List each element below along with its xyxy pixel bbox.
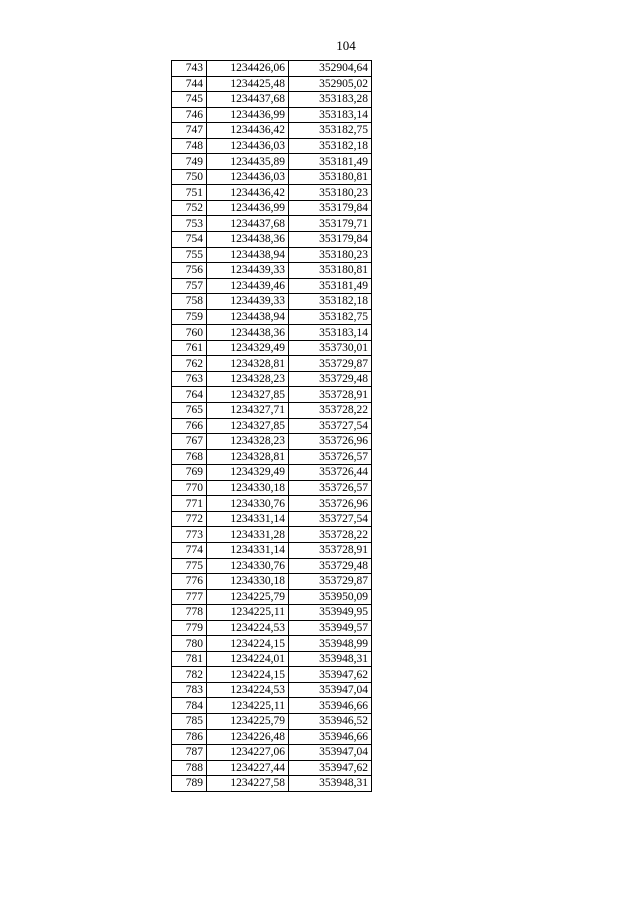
point-number-cell: 769	[172, 465, 207, 481]
table-row	[172, 61, 372, 77]
y-coordinate-cell: 353948,99	[289, 636, 372, 652]
y-coordinate-cell: 352905,02	[289, 76, 372, 92]
y-coordinate-cell: 353181,49	[289, 154, 372, 170]
y-coordinate-cell: 353180,23	[289, 185, 372, 201]
table-row	[172, 123, 372, 139]
point-number-cell: 774	[172, 542, 207, 558]
point-number-cell: 789	[172, 776, 207, 792]
y-coordinate-cell: 353950,09	[289, 589, 372, 605]
x-coordinate-cell: 1234224,15	[207, 636, 289, 652]
table-row	[172, 309, 372, 325]
x-coordinate-cell: 1234328,81	[207, 449, 289, 465]
table-row	[172, 465, 372, 481]
table-row	[172, 449, 372, 465]
y-coordinate-cell: 353728,22	[289, 403, 372, 419]
table-row	[172, 169, 372, 185]
point-number-cell: 783	[172, 682, 207, 698]
point-number-cell: 752	[172, 200, 207, 216]
table-row	[172, 636, 372, 652]
point-number-cell: 772	[172, 511, 207, 527]
x-coordinate-cell: 1234224,53	[207, 682, 289, 698]
point-number-cell: 745	[172, 92, 207, 108]
point-number-cell: 749	[172, 154, 207, 170]
point-number-cell: 758	[172, 294, 207, 310]
table-row	[172, 682, 372, 698]
y-coordinate-cell: 353182,75	[289, 123, 372, 139]
point-number-cell: 766	[172, 418, 207, 434]
x-coordinate-cell: 1234329,49	[207, 465, 289, 481]
x-coordinate-cell: 1234328,23	[207, 371, 289, 387]
point-number-cell: 768	[172, 449, 207, 465]
y-coordinate-cell: 353179,84	[289, 200, 372, 216]
table-row	[172, 434, 372, 450]
coordinates-table-body	[172, 61, 372, 792]
table-row	[172, 216, 372, 232]
point-number-cell: 785	[172, 713, 207, 729]
y-coordinate-cell: 353726,96	[289, 496, 372, 512]
point-number-cell: 755	[172, 247, 207, 263]
table-row	[172, 107, 372, 123]
x-coordinate-cell: 1234436,42	[207, 123, 289, 139]
table-row	[172, 527, 372, 543]
x-coordinate-cell: 1234439,33	[207, 263, 289, 279]
point-number-cell: 753	[172, 216, 207, 232]
table-row	[172, 92, 372, 108]
point-number-cell: 760	[172, 325, 207, 341]
point-number-cell: 762	[172, 356, 207, 372]
table-row	[172, 542, 372, 558]
point-number-cell: 775	[172, 558, 207, 574]
y-coordinate-cell: 353183,28	[289, 92, 372, 108]
table-row	[172, 138, 372, 154]
y-coordinate-cell: 353180,81	[289, 169, 372, 185]
y-coordinate-cell: 353947,04	[289, 745, 372, 761]
x-coordinate-cell: 1234224,01	[207, 651, 289, 667]
x-coordinate-cell: 1234225,79	[207, 713, 289, 729]
x-coordinate-cell: 1234439,46	[207, 278, 289, 294]
point-number-cell: 787	[172, 745, 207, 761]
point-number-cell: 744	[172, 76, 207, 92]
table-row	[172, 558, 372, 574]
x-coordinate-cell: 1234225,11	[207, 698, 289, 714]
y-coordinate-cell: 353729,48	[289, 371, 372, 387]
table-row	[172, 340, 372, 356]
y-coordinate-cell: 353727,54	[289, 511, 372, 527]
point-number-cell: 784	[172, 698, 207, 714]
table-row	[172, 387, 372, 403]
table-row	[172, 713, 372, 729]
x-coordinate-cell: 1234331,14	[207, 511, 289, 527]
table-row	[172, 574, 372, 590]
point-number-cell: 761	[172, 340, 207, 356]
y-coordinate-cell: 353728,91	[289, 387, 372, 403]
table-row	[172, 154, 372, 170]
x-coordinate-cell: 1234438,94	[207, 309, 289, 325]
x-coordinate-cell: 1234327,71	[207, 403, 289, 419]
y-coordinate-cell: 353183,14	[289, 325, 372, 341]
y-coordinate-cell: 353729,87	[289, 356, 372, 372]
y-coordinate-cell: 353949,57	[289, 620, 372, 636]
x-coordinate-cell: 1234436,99	[207, 200, 289, 216]
y-coordinate-cell: 353180,23	[289, 247, 372, 263]
x-coordinate-cell: 1234328,23	[207, 434, 289, 450]
x-coordinate-cell: 1234330,18	[207, 480, 289, 496]
table-row	[172, 496, 372, 512]
point-number-cell: 770	[172, 480, 207, 496]
y-coordinate-cell: 353726,57	[289, 449, 372, 465]
y-coordinate-cell: 353947,04	[289, 682, 372, 698]
y-coordinate-cell: 353947,62	[289, 667, 372, 683]
point-number-cell: 754	[172, 232, 207, 248]
table-row	[172, 745, 372, 761]
y-coordinate-cell: 353726,44	[289, 465, 372, 481]
x-coordinate-cell: 1234437,68	[207, 92, 289, 108]
table-row	[172, 294, 372, 310]
table-row	[172, 620, 372, 636]
table-row	[172, 325, 372, 341]
x-coordinate-cell: 1234330,76	[207, 496, 289, 512]
y-coordinate-cell: 353948,31	[289, 776, 372, 792]
y-coordinate-cell: 353948,31	[289, 651, 372, 667]
x-coordinate-cell: 1234436,99	[207, 107, 289, 123]
table-row	[172, 247, 372, 263]
y-coordinate-cell: 352904,64	[289, 61, 372, 77]
x-coordinate-cell: 1234224,15	[207, 667, 289, 683]
point-number-cell: 750	[172, 169, 207, 185]
point-number-cell: 777	[172, 589, 207, 605]
y-coordinate-cell: 353730,01	[289, 340, 372, 356]
point-number-cell: 780	[172, 636, 207, 652]
point-number-cell: 756	[172, 263, 207, 279]
table-row	[172, 589, 372, 605]
table-row	[172, 729, 372, 745]
table-row	[172, 185, 372, 201]
x-coordinate-cell: 1234438,36	[207, 325, 289, 341]
x-coordinate-cell: 1234425,48	[207, 76, 289, 92]
x-coordinate-cell: 1234435,89	[207, 154, 289, 170]
y-coordinate-cell: 353946,52	[289, 713, 372, 729]
y-coordinate-cell: 353946,66	[289, 729, 372, 745]
table-row	[172, 651, 372, 667]
table-row	[172, 418, 372, 434]
y-coordinate-cell: 353183,14	[289, 107, 372, 123]
x-coordinate-cell: 1234327,85	[207, 418, 289, 434]
table-row	[172, 776, 372, 792]
point-number-cell: 781	[172, 651, 207, 667]
x-coordinate-cell: 1234227,44	[207, 760, 289, 776]
x-coordinate-cell: 1234225,11	[207, 605, 289, 621]
y-coordinate-cell: 353946,66	[289, 698, 372, 714]
x-coordinate-cell: 1234439,33	[207, 294, 289, 310]
y-coordinate-cell: 353182,75	[289, 309, 372, 325]
x-coordinate-cell: 1234226,48	[207, 729, 289, 745]
y-coordinate-cell: 353728,22	[289, 527, 372, 543]
table-row	[172, 403, 372, 419]
x-coordinate-cell: 1234437,68	[207, 216, 289, 232]
y-coordinate-cell: 353727,54	[289, 418, 372, 434]
y-coordinate-cell: 353949,95	[289, 605, 372, 621]
point-number-cell: 757	[172, 278, 207, 294]
y-coordinate-cell: 353182,18	[289, 138, 372, 154]
x-coordinate-cell: 1234426,06	[207, 61, 289, 77]
x-coordinate-cell: 1234328,81	[207, 356, 289, 372]
y-coordinate-cell: 353181,49	[289, 278, 372, 294]
y-coordinate-cell: 353182,18	[289, 294, 372, 310]
x-coordinate-cell: 1234329,49	[207, 340, 289, 356]
x-coordinate-cell: 1234438,94	[207, 247, 289, 263]
point-number-cell: 786	[172, 729, 207, 745]
point-number-cell: 751	[172, 185, 207, 201]
point-number-cell: 782	[172, 667, 207, 683]
point-number-cell: 776	[172, 574, 207, 590]
x-coordinate-cell: 1234225,79	[207, 589, 289, 605]
x-coordinate-cell: 1234330,76	[207, 558, 289, 574]
table-row	[172, 698, 372, 714]
table-row	[172, 232, 372, 248]
point-number-cell: 759	[172, 309, 207, 325]
x-coordinate-cell: 1234224,53	[207, 620, 289, 636]
y-coordinate-cell: 353728,91	[289, 542, 372, 558]
x-coordinate-cell: 1234436,42	[207, 185, 289, 201]
x-coordinate-cell: 1234331,14	[207, 542, 289, 558]
x-coordinate-cell: 1234227,06	[207, 745, 289, 761]
point-number-cell: 767	[172, 434, 207, 450]
table-row	[172, 278, 372, 294]
point-number-cell: 773	[172, 527, 207, 543]
x-coordinate-cell: 1234438,36	[207, 232, 289, 248]
point-number-cell: 747	[172, 123, 207, 139]
table-row	[172, 511, 372, 527]
table-row	[172, 76, 372, 92]
table-row	[172, 605, 372, 621]
table-row	[172, 371, 372, 387]
x-coordinate-cell: 1234227,58	[207, 776, 289, 792]
y-coordinate-cell: 353726,96	[289, 434, 372, 450]
point-number-cell: 771	[172, 496, 207, 512]
x-coordinate-cell: 1234436,03	[207, 138, 289, 154]
point-number-cell: 765	[172, 403, 207, 419]
y-coordinate-cell: 353729,48	[289, 558, 372, 574]
page-number: 104	[336, 38, 356, 53]
point-number-cell: 778	[172, 605, 207, 621]
point-number-cell: 779	[172, 620, 207, 636]
point-number-cell: 748	[172, 138, 207, 154]
point-number-cell: 743	[172, 61, 207, 77]
y-coordinate-cell: 353179,84	[289, 232, 372, 248]
table-row	[172, 200, 372, 216]
point-number-cell: 788	[172, 760, 207, 776]
table-row	[172, 480, 372, 496]
point-number-cell: 763	[172, 371, 207, 387]
table-row	[172, 263, 372, 279]
y-coordinate-cell: 353947,62	[289, 760, 372, 776]
table-row	[172, 667, 372, 683]
table-row	[172, 356, 372, 372]
y-coordinate-cell: 353726,57	[289, 480, 372, 496]
x-coordinate-cell: 1234436,03	[207, 169, 289, 185]
y-coordinate-cell: 353179,71	[289, 216, 372, 232]
table-row	[172, 760, 372, 776]
x-coordinate-cell: 1234331,28	[207, 527, 289, 543]
y-coordinate-cell: 353180,81	[289, 263, 372, 279]
coordinates-table	[171, 60, 372, 792]
y-coordinate-cell: 353729,87	[289, 574, 372, 590]
point-number-cell: 764	[172, 387, 207, 403]
x-coordinate-cell: 1234327,85	[207, 387, 289, 403]
point-number-cell: 746	[172, 107, 207, 123]
x-coordinate-cell: 1234330,18	[207, 574, 289, 590]
